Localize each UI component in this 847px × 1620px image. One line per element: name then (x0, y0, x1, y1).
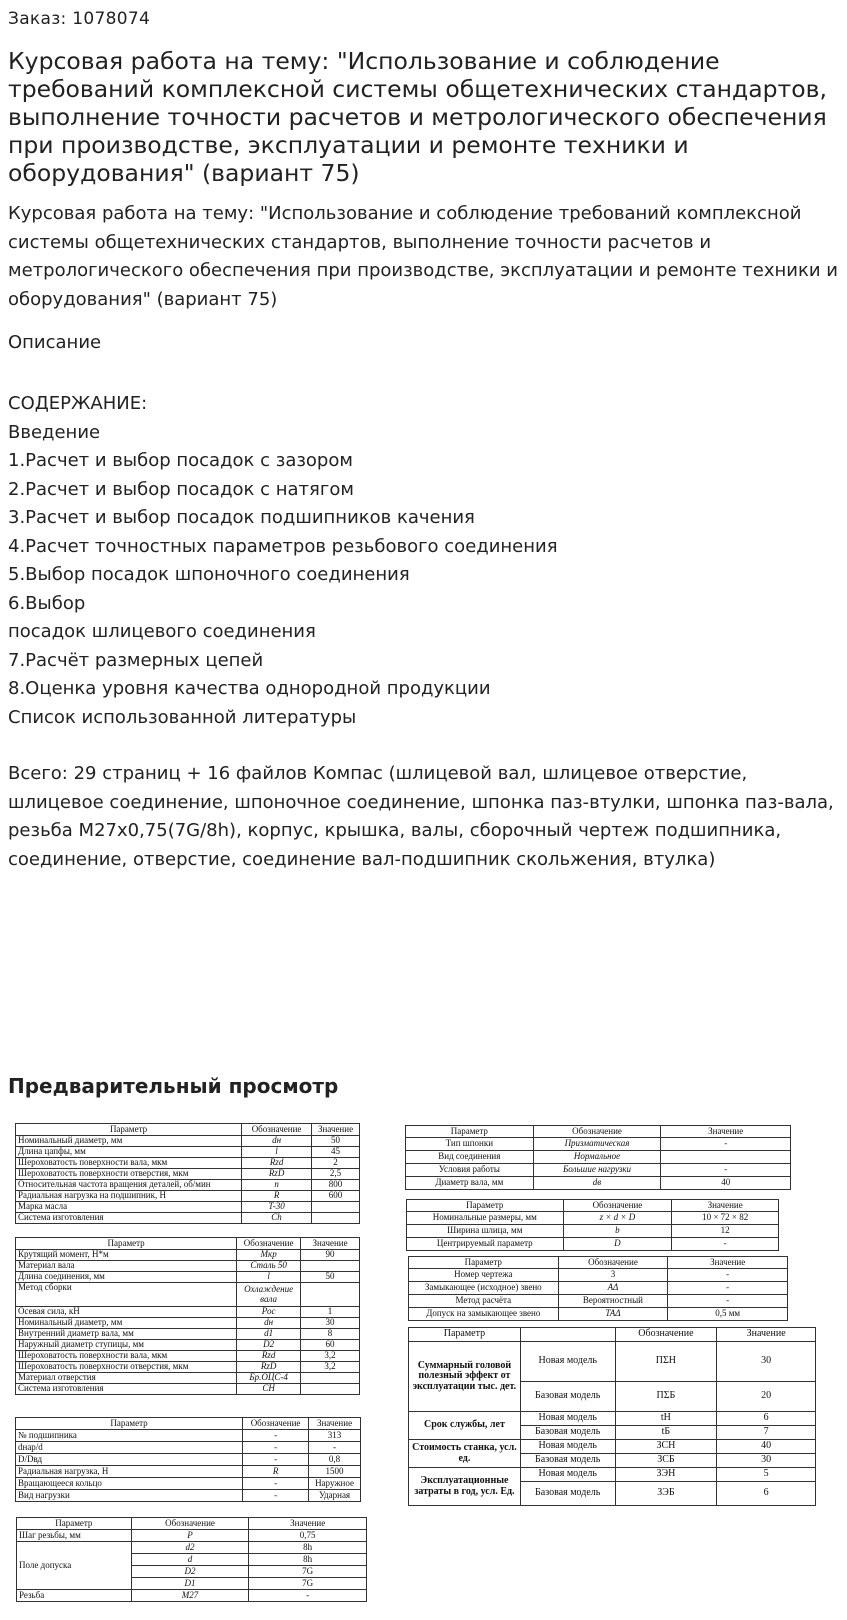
preview-table-bearing-fit (15, 1417, 361, 1502)
table-cell: ПΣБ (615, 1382, 717, 1412)
preview-table-interference-fit (15, 1237, 360, 1395)
table-cell: 12 (672, 1225, 779, 1238)
table-cell: 3,2 (301, 1351, 360, 1362)
table-cell: - (243, 1430, 309, 1442)
table-cell: ПΣН (615, 1342, 717, 1382)
total-summary: Всего: 29 страниц + 16 файлов Компас (шлицевой вал, шлицевое отверстие, шлицевое соединение, шпоночное соединение, шпонка паз-втулки, шпонка паз-вала, резьба М27х0,75(7G/8h), корпус, крышка, валы, сборочный чертеж подшипника, соединение, отверстие, соединение вал-подшипник скольжения, втулка) (8, 763, 834, 870)
table-cell: Вращающееся кольцо (16, 1478, 243, 1490)
table-cell: 6 (717, 1412, 816, 1426)
table-cell: 90 (301, 1250, 360, 1261)
table-cell: Срок службы, лет (409, 1412, 521, 1440)
table-cell: Система изготовления (16, 1213, 242, 1224)
table-cell: R (242, 1191, 312, 1202)
table-cell (312, 1213, 360, 1224)
table-cell: D/Dвд (16, 1454, 243, 1466)
table-cell: dн (242, 1136, 312, 1147)
header-symbol: Обозначение (615, 1328, 717, 1342)
header-value: Значение (249, 1518, 367, 1530)
table-cell: - (672, 1238, 779, 1251)
table-cell: 60 (301, 1340, 360, 1351)
table-cell: RzD (237, 1362, 301, 1373)
table-cell: D2 (131, 1566, 249, 1578)
preview-heading: Предварительный просмотр (8, 1074, 339, 1098)
table-cell: Резьба (17, 1590, 132, 1602)
header-parameter: Параметр (16, 1418, 243, 1430)
header-value: Значение (672, 1200, 779, 1212)
table-cell: Марка масла (16, 1202, 242, 1213)
table-cell: Охлаждение вала (237, 1283, 301, 1307)
table-cell: Эксплуатационные затраты в год, усл. Ед. (409, 1468, 521, 1506)
table-cell: Вид соединения (406, 1151, 534, 1164)
table-cell: RzD (242, 1169, 312, 1180)
contents-item: Введение (8, 421, 101, 443)
table-cell: Замыкающее (исходное) звено (409, 1282, 559, 1295)
table-cell: Вид нагрузки (16, 1490, 243, 1502)
table-cell: 45 (312, 1147, 360, 1158)
table-cell: Новая модель (520, 1342, 615, 1382)
table-cell: ЗЭБ (615, 1482, 717, 1506)
table-cell: 0,5 мм (668, 1308, 788, 1321)
table-cell: 0,8 (309, 1454, 361, 1466)
table-cell: Шероховатость поверхности отверстия, мкм (16, 1362, 237, 1373)
table-cell (301, 1261, 360, 1272)
table-cell: dн (237, 1318, 301, 1329)
contents-item: 4.Расчет точностных параметров резьбового соединения (8, 535, 558, 557)
table-cell: tБ (615, 1426, 717, 1440)
table-cell: Новая модель (520, 1412, 615, 1426)
contents-item: посадок шлицевого соединения (8, 621, 316, 642)
table-cell: Ширина шлица, мм (407, 1225, 564, 1238)
table-cell: 5 (717, 1468, 816, 1482)
table-cell: 7G (249, 1578, 367, 1590)
table-cell: Ch (242, 1213, 312, 1224)
header-parameter: Параметр (406, 1126, 534, 1138)
header-value: Значение (717, 1328, 816, 1342)
table-cell (312, 1202, 360, 1213)
table-cell (301, 1384, 360, 1395)
table-cell: ЗЭН (615, 1468, 717, 1482)
header-symbol: Обозначение (533, 1126, 661, 1138)
table-cell: Мкр (237, 1250, 301, 1261)
header-parameter: Параметр (409, 1257, 559, 1269)
table-cell: l (237, 1272, 301, 1283)
table-cell: Материал вала (16, 1261, 237, 1272)
table-cell: ЗСБ (615, 1454, 717, 1468)
table-cell: - (668, 1295, 788, 1308)
table-cell: dнар/d (16, 1442, 243, 1454)
table-cell: Номинальный диаметр, мм (16, 1318, 237, 1329)
contents-item: 5.Выбор посадок шпоночного соединения (8, 564, 410, 585)
table-cell: D (563, 1238, 672, 1251)
table-cell: D2 (237, 1340, 301, 1351)
table-cell: d1 (237, 1329, 301, 1340)
header-value: Значение (661, 1126, 791, 1138)
table-cell: - (309, 1442, 361, 1454)
preview-table-clearance-fit (15, 1123, 360, 1224)
description-label: Описание (8, 332, 102, 353)
table-cell: Радиальная нагрузка на подшипник, Н (16, 1191, 242, 1202)
table-cell: 7 (717, 1426, 816, 1440)
table-cell: Наружное (309, 1478, 361, 1490)
page-title: Курсовая работа на тему: "Использование и соблюдение требований комплексной системы общетехнических стандартов, выполнение точности расчетов и метрологического обеспечения при производстве, эксплуатации и ремонте техники и оборудования" (вариант 75) (8, 47, 827, 187)
header-symbol: Обозначение (558, 1257, 668, 1269)
table-cell: b (563, 1225, 672, 1238)
table-cell (301, 1283, 360, 1307)
table-cell: Rzd (242, 1158, 312, 1169)
table-cell: 800 (312, 1180, 360, 1191)
table-cell: Номинальный диаметр, мм (16, 1136, 242, 1147)
table-cell: 1 (301, 1307, 360, 1318)
table-cell: tН (615, 1412, 717, 1426)
table-cell: Материал отверстия (16, 1373, 237, 1384)
header-parameter: Параметр (17, 1518, 132, 1530)
table-cell: 10 × 72 × 82 (672, 1212, 779, 1225)
table-cell: Номер чертежа (409, 1269, 559, 1282)
table-cell: dв (533, 1177, 661, 1190)
table-cell: 40 (717, 1440, 816, 1454)
table-cell: P (131, 1530, 249, 1542)
table-cell: Новая модель (520, 1468, 615, 1482)
table-cell: Призматическая (533, 1138, 661, 1151)
table-cell: Диаметр вала, мм (406, 1177, 534, 1190)
table-cell: Базовая модель (520, 1382, 615, 1412)
table-cell: М27 (131, 1590, 249, 1602)
table-cell: Центрируемый параметр (407, 1238, 564, 1251)
preview-table-thread (16, 1517, 367, 1602)
table-cell: Стоимость станка, усл. ед. (409, 1440, 521, 1468)
table-cell: Относительная частота вращения деталей, об/мин (16, 1180, 242, 1191)
table-cell: Новая модель (520, 1440, 615, 1454)
contents-heading: СОДЕРЖАНИЕ: (8, 393, 148, 414)
table-cell: Шероховатость поверхности отверстия, мкм (16, 1169, 242, 1180)
table-cell: R (243, 1466, 309, 1478)
table-cell: ЗСН (615, 1440, 717, 1454)
header-symbol: Обозначение (563, 1200, 672, 1212)
table-cell: 6 (717, 1482, 816, 1506)
table-cell: Базовая модель (520, 1482, 615, 1506)
table-cell: 8 (301, 1329, 360, 1340)
header-value: Значение (668, 1257, 788, 1269)
table-cell: Номинальные размеры, мм (407, 1212, 564, 1225)
contents-item: 1.Расчет и выбор посадок с зазором (8, 450, 353, 471)
table-cell: Радиальная нагрузка, Н (16, 1466, 243, 1478)
table-cell: 30 (301, 1318, 360, 1329)
table-cell: - (668, 1282, 788, 1295)
table-cell: Шероховатость поверхности вала, мкм (16, 1351, 237, 1362)
table-cell: 50 (301, 1272, 360, 1283)
table-cell: 30 (717, 1454, 816, 1468)
table-cell: - (243, 1454, 309, 1466)
table-cell: Бр.ОЦС-4 (237, 1373, 301, 1384)
table-cell: Допуск на замыкающее звено (409, 1308, 559, 1321)
table-cell: - (668, 1269, 788, 1282)
table-cell: d2 (131, 1542, 249, 1554)
table-cell: 0,75 (249, 1530, 367, 1542)
header-symbol: Обозначение (237, 1238, 301, 1250)
header-parameter: Параметр (16, 1238, 237, 1250)
contents-item: 8.Оценка уровня качества однородной продукции (8, 678, 491, 699)
preview-table-spline (406, 1199, 779, 1251)
table-cell: Рос (237, 1307, 301, 1318)
table-cell: Осевая сила, кН (16, 1307, 237, 1318)
preview-table-quality-level (408, 1327, 816, 1506)
table-cell: Тип шпонки (406, 1138, 534, 1151)
header-value: Значение (301, 1238, 360, 1250)
table-cell: z × d × D (563, 1212, 672, 1225)
table-cell: TAΔ (558, 1308, 668, 1321)
table-cell: T-30 (242, 1202, 312, 1213)
table-cell: Ударная (309, 1490, 361, 1502)
table-cell: 313 (309, 1430, 361, 1442)
contents-item: Список использованной литературы (8, 706, 357, 728)
table-cell: 40 (661, 1177, 791, 1190)
contents-item: 7.Расчёт размерных цепей (8, 649, 264, 671)
table-cell: Вероятностный (558, 1295, 668, 1308)
preview-table-key (405, 1125, 791, 1190)
header-value: Значение (312, 1124, 360, 1136)
table-cell: 20 (717, 1382, 816, 1412)
header-parameter: Параметр (409, 1328, 521, 1342)
table-cell (661, 1151, 791, 1164)
table-cell: AΔ (558, 1282, 668, 1295)
table-cell: Метод расчёта (409, 1295, 559, 1308)
header-empty (520, 1328, 615, 1342)
table-cell: Нормальное (533, 1151, 661, 1164)
table-cell: 7G (249, 1566, 367, 1578)
table-cell: 8h (249, 1542, 367, 1554)
contents-item: 3.Расчет и выбор посадок подшипников качения (8, 507, 475, 528)
preview-table-dimension-chain (408, 1256, 788, 1321)
header-parameter: Параметр (16, 1124, 242, 1136)
table-cell: № подшипника (16, 1430, 243, 1442)
table-cell: Базовая модель (520, 1426, 615, 1440)
table-cell: Поле допуска (17, 1542, 132, 1590)
contents-item: 6.Выбор (8, 592, 86, 614)
table-cell: D1 (131, 1578, 249, 1590)
table-cell: 50 (312, 1136, 360, 1147)
table-cell: Суммарный головой полезный эффект от эксплуатации тыс. дет. (409, 1342, 521, 1412)
table-cell: Длина цапфы, мм (16, 1147, 242, 1158)
table-cell: 30 (717, 1342, 816, 1382)
table-cell: Крутящий момент, Н*м (16, 1250, 237, 1261)
table-cell: - (243, 1442, 309, 1454)
lead-paragraph: Курсовая работа на тему: "Использование и соблюдение требований комплексной системы общетехнических стандартов, выполнение точности расчетов и метрологического обеспечения при производстве, эксплуатации и ремонте техники и оборудования" (вариант 75) (8, 203, 838, 310)
table-cell: - (243, 1490, 309, 1502)
table-cell: Базовая модель (520, 1454, 615, 1468)
table-cell: - (249, 1590, 367, 1602)
header-symbol: Обозначение (242, 1124, 312, 1136)
table-cell: Сталь 50 (237, 1261, 301, 1272)
table-cell: 2,5 (312, 1169, 360, 1180)
header-parameter: Параметр (407, 1200, 564, 1212)
table-cell: - (243, 1478, 309, 1490)
table-cell: l (242, 1147, 312, 1158)
table-cell: Rzd (237, 1351, 301, 1362)
table-cell: 2 (312, 1158, 360, 1169)
header-symbol: Обозначение (131, 1518, 249, 1530)
table-cell: Метод сборки (16, 1283, 237, 1307)
table-cell: 600 (312, 1191, 360, 1202)
table-cell: Система изготовления (16, 1384, 237, 1395)
table-cell: Длина соединения, мм (16, 1272, 237, 1283)
table-cell: Шероховатость поверхности вала, мкм (16, 1158, 242, 1169)
table-cell: - (661, 1138, 791, 1151)
table-cell: Внутренний диаметр вала, мм (16, 1329, 237, 1340)
table-cell: - (661, 1164, 791, 1177)
table-cell: Условия работы (406, 1164, 534, 1177)
table-cell: CH (237, 1384, 301, 1395)
table-cell: 3,2 (301, 1362, 360, 1373)
table-cell (301, 1373, 360, 1384)
header-symbol: Обозначение (243, 1418, 309, 1430)
order-number: Заказ: 1078074 (8, 9, 151, 29)
table-cell: n (242, 1180, 312, 1191)
table-cell: Шаг резьбы, мм (17, 1530, 132, 1542)
header-value: Значение (309, 1418, 361, 1430)
table-cell: 3 (558, 1269, 668, 1282)
table-of-contents (8, 390, 558, 732)
table-cell: Большие нагрузки (533, 1164, 661, 1177)
contents-item: 2.Расчет и выбор посадок с натягом (8, 478, 354, 500)
table-cell: 8h (249, 1554, 367, 1566)
table-cell: Наружный диаметр ступицы, мм (16, 1340, 237, 1351)
table-cell: d (131, 1554, 249, 1566)
table-cell: 1500 (309, 1466, 361, 1478)
